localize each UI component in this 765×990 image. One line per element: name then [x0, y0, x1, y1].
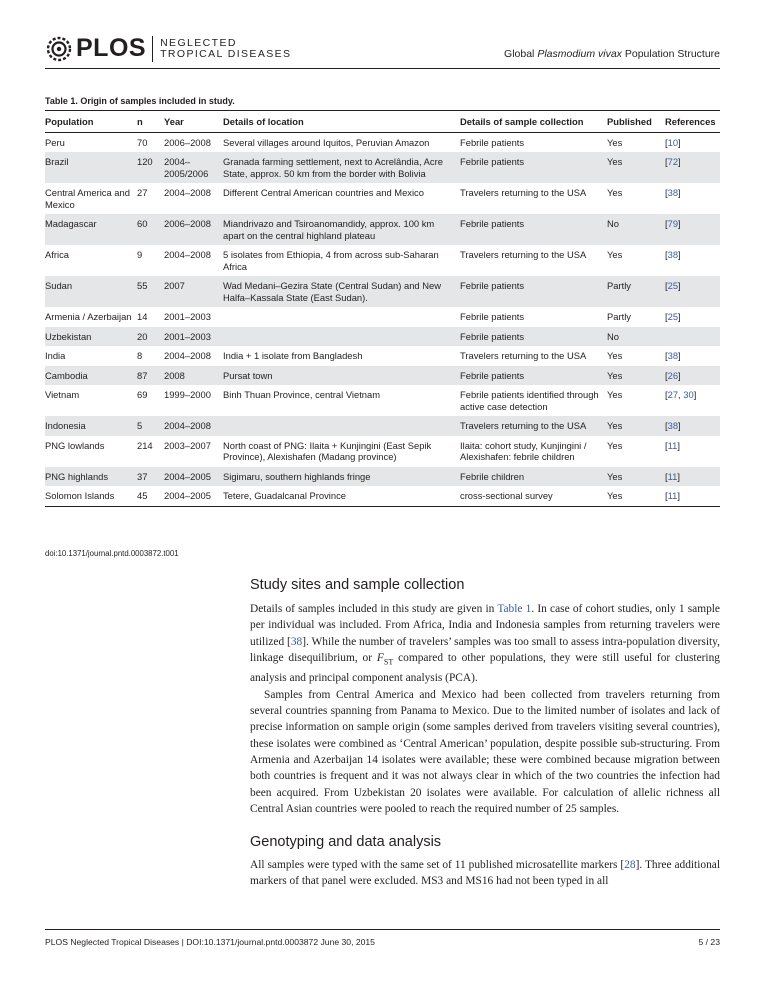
- cell-references: [25]: [665, 311, 681, 322]
- cell-population: Vietnam: [45, 389, 80, 400]
- plos-logo-text: PLOS: [76, 34, 147, 62]
- cell-population: Solomon Islands: [45, 486, 137, 506]
- cell-population: Sudan: [45, 280, 73, 291]
- cell-location: [223, 307, 460, 327]
- cell-references: [79]: [665, 218, 681, 229]
- table-header-row: [45, 111, 720, 133]
- table-row: [45, 307, 720, 327]
- column-header: References: [665, 111, 720, 133]
- table-caption: Table 1. Origin of samples included in study.: [45, 96, 235, 106]
- fst-symbol: F: [376, 651, 384, 664]
- cell-published: Yes: [607, 249, 623, 260]
- cell-year: 2008: [164, 369, 185, 381]
- journal-name-line2: TROPICAL DISEASES: [160, 47, 292, 60]
- cell-location: Tetere, Guadalcanal Province: [223, 486, 460, 506]
- cell-published: Yes: [607, 470, 623, 482]
- table-row: [45, 276, 720, 307]
- table-row: [45, 366, 720, 386]
- cell-collection: Travelers returning to the USA: [460, 350, 587, 361]
- cell-references: [11]: [665, 470, 680, 482]
- cell-collection: Travelers returning to the USA: [460, 420, 587, 431]
- cell-year: 2004–2005: [164, 486, 223, 506]
- table-row: [45, 346, 720, 366]
- plos-logo: [45, 34, 291, 63]
- cell-year: 2004–2008: [164, 249, 211, 260]
- table-1-link[interactable]: Table 1: [497, 603, 532, 615]
- cell-n: 214: [137, 439, 153, 451]
- reference-link[interactable]: 26: [667, 369, 679, 381]
- table-row: [45, 183, 720, 214]
- cell-published: Yes: [607, 156, 623, 167]
- table-row: [45, 152, 720, 183]
- cell-population: Indonesia: [45, 420, 86, 431]
- reference-link[interactable]: 38: [667, 187, 679, 198]
- table-row: [45, 245, 720, 276]
- reference-link[interactable]: 11: [667, 439, 678, 451]
- cell-references: [38]: [665, 420, 681, 431]
- reference-link[interactable]: 38: [667, 350, 679, 361]
- cell-population: Uzbekistan: [45, 330, 92, 342]
- table-row: [45, 132, 720, 152]
- cell-published: Partly: [607, 280, 631, 291]
- table-row: [45, 486, 720, 506]
- text-run: All samples were typed with the same set of 11 published microsatellite markers [: [250, 859, 625, 871]
- cell-population: Brazil: [45, 156, 69, 167]
- plos-logo-mark-icon: [45, 35, 73, 63]
- cell-location: Binh Thuan Province, central Vietnam: [223, 389, 381, 400]
- cell-n: 9: [137, 249, 143, 260]
- cell-references: [72]: [665, 156, 681, 167]
- cell-n: 5: [137, 420, 143, 431]
- cell-references: [26]: [665, 369, 681, 381]
- table-doi: doi:10.1371/journal.pntd.0003872.t001: [45, 549, 179, 558]
- cell-n: 37: [137, 470, 148, 482]
- cell-population: Madagascar: [45, 218, 97, 229]
- cell-published: Yes: [607, 439, 623, 451]
- reference-link[interactable]: 28: [624, 859, 636, 871]
- cell-year: 2003–2007: [164, 439, 211, 451]
- section-genotyping-body: [250, 857, 720, 890]
- cell-references: [38]: [665, 187, 681, 198]
- reference-link[interactable]: 11: [667, 470, 678, 482]
- section-heading-study-sites: Study sites and sample collection: [250, 577, 465, 593]
- cell-population: Armenia / Azerbaijan: [45, 311, 132, 322]
- cell-published: No: [607, 330, 619, 342]
- cell-references: [27, 30]: [665, 389, 697, 400]
- table-row: [45, 214, 720, 245]
- cell-references: [38]: [665, 350, 681, 361]
- cell-collection: Febrile patients: [460, 218, 525, 229]
- reference-link[interactable]: 25: [667, 280, 679, 291]
- running-title-pre: Global: [504, 48, 538, 60]
- page-footer: [45, 929, 720, 947]
- cell-collection: Febrile patients: [460, 330, 525, 342]
- paragraph: [250, 857, 720, 890]
- cell-published: No: [607, 218, 619, 229]
- table-row: [45, 327, 720, 347]
- cell-location: Miandrivazo and Tsiroanomandidy, approx. 100 km apart on the central highland plateau: [223, 218, 435, 241]
- cell-year: 1999–2000: [164, 389, 211, 400]
- reference-link[interactable]: 38: [667, 420, 679, 431]
- reference-link[interactable]: 38: [290, 635, 303, 648]
- cell-references: [10]: [665, 136, 681, 148]
- reference-link[interactable]: 79: [667, 218, 679, 229]
- cell-location: Pursat town: [223, 369, 273, 381]
- cell-n: 60: [137, 218, 148, 229]
- cell-collection: Febrile patients: [460, 280, 525, 291]
- column-header: n: [137, 111, 164, 133]
- cell-year: 2004–2005: [164, 470, 211, 482]
- reference-link[interactable]: 30: [683, 389, 694, 400]
- table-row: [45, 416, 720, 436]
- table-row: [45, 467, 720, 487]
- cell-collection: Febrile patients: [460, 156, 525, 167]
- cell-n: 14: [137, 311, 148, 322]
- column-header: Details of location: [223, 111, 460, 133]
- cell-n: 8: [137, 350, 143, 361]
- cell-n: 69: [137, 389, 148, 400]
- journal-name-line1: NEGLECTED: [160, 36, 237, 49]
- column-header: Year: [164, 111, 223, 133]
- cell-n: 27: [137, 187, 148, 198]
- cell-location: North coast of PNG: Ilaita + Kunjingini (East Sepik Province), Alexishafen (Madang province): [223, 439, 432, 462]
- cell-published: Yes: [607, 369, 623, 381]
- cell-population: PNG lowlands: [45, 439, 105, 451]
- cell-location: Several villages around Iquitos, Peruvian Amazon: [223, 136, 430, 148]
- cell-population: PNG highlands: [45, 470, 109, 482]
- cell-n: 45: [137, 486, 164, 506]
- cell-population: Peru: [45, 136, 65, 148]
- cell-collection: Febrile children: [460, 470, 525, 482]
- cell-n: 20: [137, 330, 148, 342]
- cell-location: 5 isolates from Ethiopia, 4 from across sub-Saharan Africa: [223, 249, 439, 272]
- journal-name: [160, 38, 291, 60]
- column-header: Population: [45, 111, 137, 133]
- cell-year: 2007: [164, 280, 185, 291]
- cell-collection: Febrile patients identified through active case detection: [460, 389, 599, 412]
- samples-table: [45, 110, 720, 507]
- cell-n: 70: [137, 136, 148, 148]
- table-row: [45, 436, 720, 467]
- cell-location: [223, 416, 460, 436]
- cell-references: [665, 327, 720, 347]
- cell-year: 2001–2003: [164, 311, 211, 322]
- reference-link[interactable]: 27: [667, 389, 679, 400]
- cell-published: Yes: [607, 187, 623, 198]
- cell-n: 55: [137, 280, 148, 291]
- page-header: [45, 32, 720, 69]
- cell-population: Central America and Mexico: [45, 187, 130, 210]
- cell-references: [25]: [665, 280, 681, 291]
- cell-collection: Febrile patients: [460, 136, 525, 148]
- paragraph: [250, 601, 720, 687]
- cell-published: Yes: [607, 136, 623, 148]
- column-header: Details of sample collection: [460, 111, 607, 133]
- cell-collection: Travelers returning to the USA: [460, 249, 587, 260]
- cell-year: 2004–2008: [164, 420, 211, 431]
- reference-link[interactable]: 10: [667, 136, 679, 148]
- cell-location: Wad Medani–Gezira State (Central Sudan) and New Halfa–Kassala State (East Sudan).: [223, 280, 441, 303]
- cell-year: 2001–2003: [164, 330, 211, 342]
- cell-published: Yes: [607, 486, 665, 506]
- reference-link[interactable]: 38: [667, 249, 679, 260]
- cell-collection: Febrile patients: [460, 311, 525, 322]
- text-run: . In case of cohort studies, only 1 sample per individual was included. From Africa, India and Indonesia samples from returning travelers were utilized [: [250, 603, 720, 648]
- cell-collection: cross-sectional survey: [460, 486, 607, 506]
- cell-location: [223, 327, 460, 347]
- cell-year: 2006–2008: [164, 136, 211, 148]
- footer-citation: PLOS Neglected Tropical Diseases | DOI:10.1371/journal.pntd.0003872 June 30, 2015: [45, 937, 375, 947]
- table-row: [45, 385, 720, 416]
- text-run: Details of samples included in this study are given in: [250, 603, 498, 615]
- cell-year: 2004–2008: [164, 187, 211, 198]
- fst-subscript: ST: [383, 657, 394, 667]
- cell-published: Yes: [607, 350, 623, 361]
- running-title-post: Population Structure: [621, 48, 720, 60]
- cell-year: 2004–2008: [164, 350, 211, 361]
- cell-collection: Febrile patients: [460, 369, 525, 381]
- cell-references: [11]: [665, 486, 720, 506]
- cell-location: Sigimaru, southern highlands fringe: [223, 470, 371, 482]
- text-run: ]. Three additional markers of that panel were excluded. MS3 and MS16 had not been typed in all: [250, 859, 720, 888]
- cell-location: India + 1 isolate from Bangladesh: [223, 350, 363, 361]
- cell-location: Different Central American countries and Mexico: [223, 187, 424, 198]
- reference-link[interactable]: 25: [667, 311, 679, 322]
- cell-collection: Ilaita: cohort study, Kunjingini / Alexishafen: febrile children: [460, 439, 587, 462]
- cell-published: Yes: [607, 420, 623, 431]
- section-heading-genotyping: Genotyping and data analysis: [250, 834, 442, 850]
- cell-references: [38]: [665, 249, 681, 260]
- column-header: Published: [607, 111, 665, 133]
- cell-references: [11]: [665, 439, 680, 451]
- cell-year: 2006–2008: [164, 218, 211, 229]
- cell-published: Yes: [607, 389, 623, 400]
- text-run: compared to other populations, they were still useful for clustering analysis and principal component analysis (PCA).: [250, 651, 720, 685]
- section-study-sites-body: [250, 601, 720, 817]
- cell-population: India: [45, 350, 66, 361]
- cell-n: 87: [137, 369, 148, 381]
- logo-divider: [152, 36, 153, 62]
- running-title: [504, 48, 720, 60]
- running-title-species: Plasmodium vivax: [537, 48, 622, 60]
- table-body: [45, 132, 720, 506]
- cell-n: 120: [137, 156, 153, 167]
- reference-link[interactable]: 11: [667, 490, 678, 501]
- cell-collection: Travelers returning to the USA: [460, 187, 587, 198]
- cell-published: Partly: [607, 311, 631, 322]
- paragraph: Samples from Central America and Mexico had been collected from travelers returning from several countries spanning from Panama to Mexico. Due to the limited number of isolates and lack of precise information on sample origin (some samples derived from travelers visiting several countries), these isolates were combined as ‘Central American’ population, despite possible sub-structuring. From Armenia and Azerbaijan 14 isolates were available; these were combined because migration between both countries is frequent and it was not always clear in which of the two countries the infection had been acquired. From Uzbekistan 20 isolates were available. For calculation of allelic richness all Central Asian countries were pooled to reach the required number of 25 samples.: [250, 688, 720, 815]
- cell-year: 2004–2005/2006: [164, 156, 209, 179]
- cell-location: Granada farming settlement, next to Acrelândia, Acre State, approx. 50 km from the border with Bolivia: [223, 156, 443, 179]
- page-number: 5 / 23: [698, 937, 720, 947]
- reference-link[interactable]: 72: [667, 156, 679, 167]
- text-run: ]. While the number of travelers’ samples was too small to assess intra-population diversity, linkage disequilibrium, or: [250, 635, 720, 664]
- cell-population: Cambodia: [45, 369, 88, 381]
- cell-population: Africa: [45, 249, 69, 260]
